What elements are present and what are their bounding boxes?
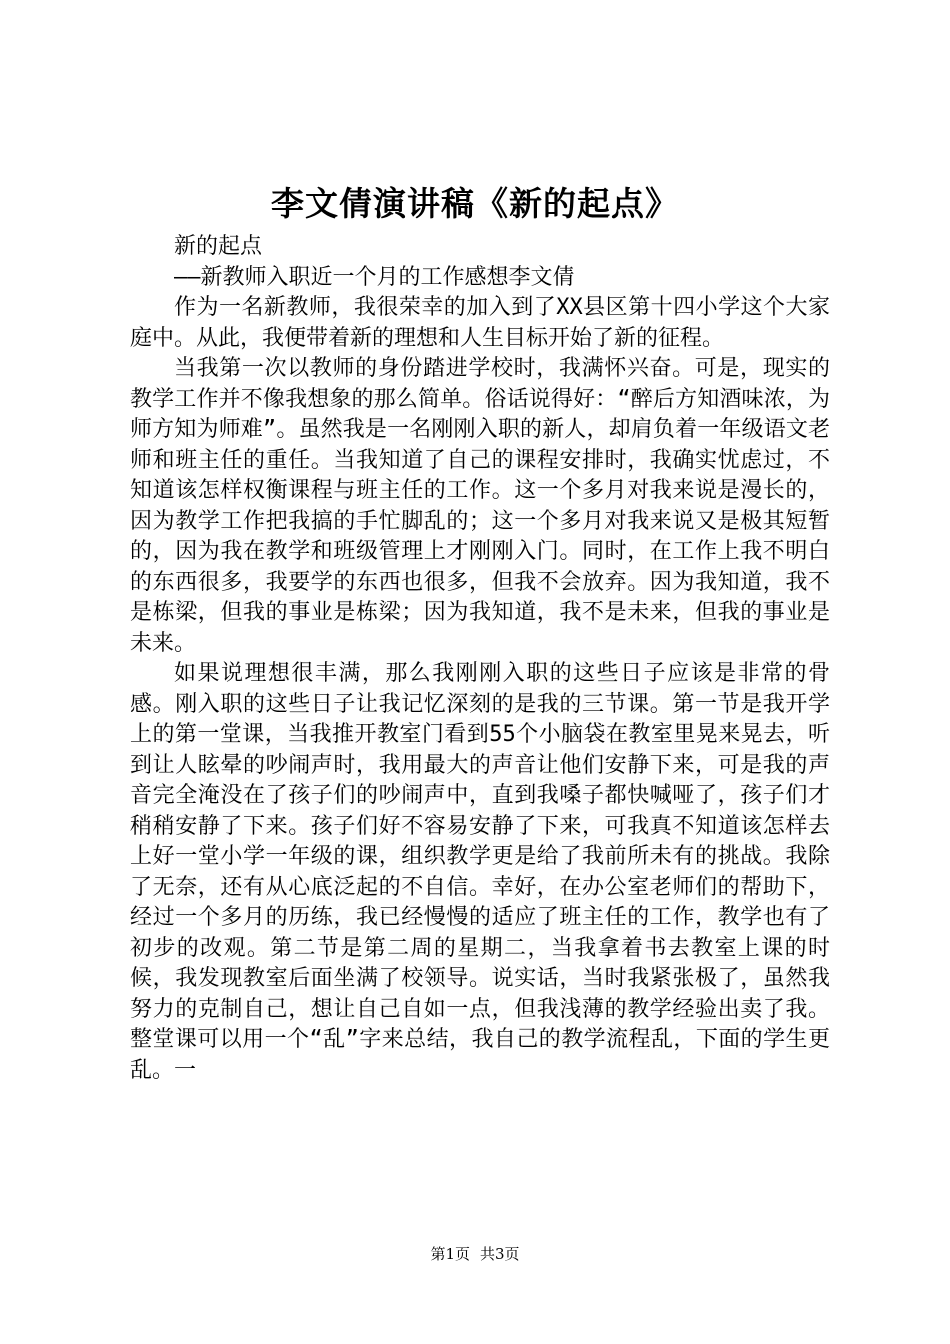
subtitle: 新的起点	[174, 234, 263, 259]
paragraph: 如果说理想很丰满，那么我刚刚入职的这些日子应该是非常的骨感。刚入职的这些日子让我记忆深刻的是我的三节课。第一节是我开学上的第一堂课，当我推开教室门看到55个小脑袋在教室里晃来晃去，听到让人眩晕的吵闹声时，我用最大的声音让他们安静下来，可是我的声音完全淹没在了孩子们的吵闹声中，直到我嗓子都快喊哑了，孩子们才稍稍安静了下来。孩子们好不容易安静了下来，可我真不知道该怎样去上好一堂小学一年级的课，组织教学更是给了我前所未有的挑战。我除了无奈，还有从心底泛起的不自信。幸好，在办公室老师们的帮助下，经过一个多月的历练，我已经慢慢的适应了班主任的工作，教学也有了初步的改观。第二节是第二周的星期二，当我拿着书去教室上课的时候，我发现教室后面坐满了校领导。说实话，当时我紧张极了，虽然我努力的克制自己，想让自己自如一点，但我浅薄的教学经验出卖了我。整堂课可以用一个“乱”字来总结，我自己的教学流程乱，下面的学生更乱。一	[130, 661, 830, 1083]
page-number: 第1页	[430, 1245, 470, 1263]
document-title: 李文倩演讲稿《新的起点》	[271, 184, 679, 223]
paragraph: 当我第一次以教师的身份踏进学校时，我满怀兴奋。可是，现实的教学工作并不像我想象的那么简单。俗话说得好：“醉后方知酒味浓，为师方知为师难”。虽然我是一名刚刚入职的新人，却肩负着一年级语文老师和班主任的重任。当我知道了自己的课程安排时，我确实忧虑过，不知道该怎样权衡课程与班主任的工作。这一个多月对我来说是漫长的，因为教学工作把我搞的手忙脚乱的；这一个多月对我来说又是极其短暂的，因为我在教学和班级管理上才刚刚入门。同时，在工作上我不明白的东西很多，我要学的东西也很多，但我不会放弃。因为我知道，我不是栋梁，但我的事业是栋梁；因为我知道，我不是未来，但我的事业是未来。	[130, 356, 830, 656]
page-footer	[0, 1244, 950, 1264]
document-body	[130, 232, 830, 1086]
byline: ——新教师入职近一个月的工作感想李文倩	[174, 264, 575, 290]
paragraph: 作为一名新教师，我很荣幸的加入到了XX县区第十四小学这个大家庭中。从此，我便带着新的理想和人生目标开始了新的征程。	[130, 295, 830, 351]
page-total: 共3页	[480, 1245, 520, 1263]
